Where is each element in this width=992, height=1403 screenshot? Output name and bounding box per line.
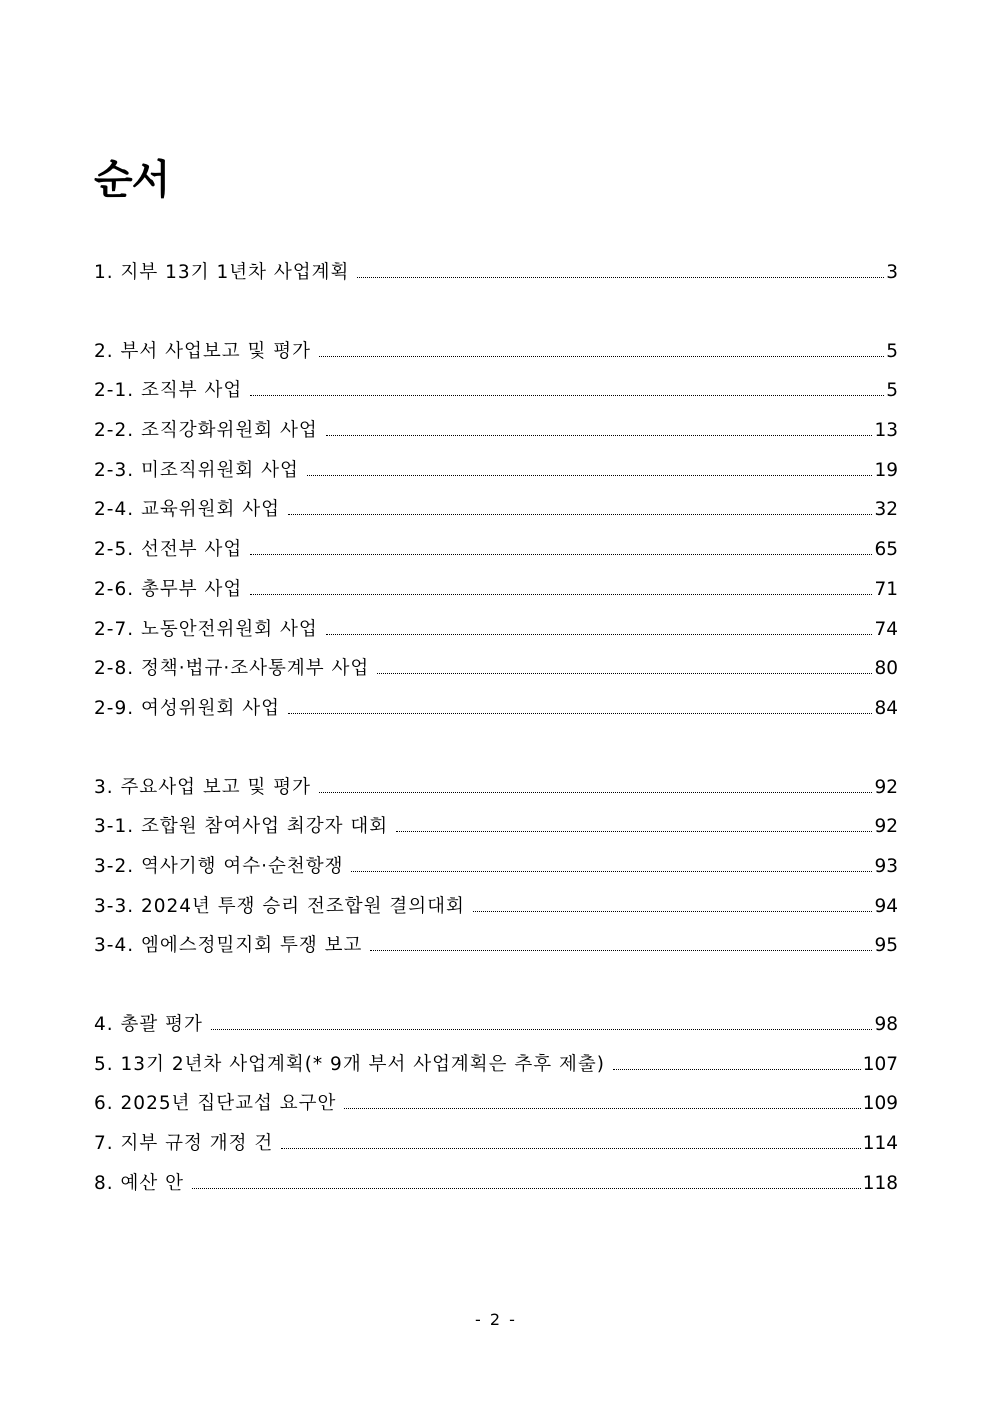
dot-leader: [326, 435, 873, 436]
toc-entry-label: 2-4. 교육위원회 사업: [94, 499, 280, 521]
dot-leader: [281, 1148, 860, 1149]
toc-entry-label: 2-8. 정책·법규·조사통계부 사업: [94, 658, 370, 680]
toc-entry-page: 94: [874, 895, 898, 917]
dot-leader: [396, 831, 872, 832]
toc-entry[interactable]: [94, 1129, 898, 1169]
toc-entry[interactable]: [94, 1050, 898, 1090]
toc-entry-label: 3-3. 2024년 투쟁 승리 전조합원 결의대회: [94, 895, 465, 917]
toc-entry[interactable]: [94, 495, 898, 535]
dot-leader: [211, 1029, 873, 1030]
toc-entry-page: 107: [862, 1053, 898, 1075]
dot-leader: [288, 514, 872, 515]
toc-entry-page: 19: [874, 459, 898, 481]
dot-leader: [613, 1069, 861, 1070]
toc-entry-label: 3-1. 조합원 참여사업 최강자 대회: [94, 816, 389, 838]
dot-leader: [307, 475, 873, 476]
toc-entry-page: 92: [874, 816, 898, 838]
toc-entry-label: 2-9. 여성위원회 사업: [94, 697, 280, 719]
toc-entry-page: 118: [862, 1172, 898, 1194]
dot-leader: [319, 356, 884, 357]
dot-leader: [326, 634, 873, 635]
toc-entry[interactable]: [94, 694, 898, 734]
toc-entry-page: 5: [886, 340, 898, 362]
table-of-contents: [94, 258, 898, 1247]
toc-group-1: [94, 258, 898, 298]
toc-entry-label: 4. 총괄 평가: [94, 1014, 203, 1035]
page-number: - 2 -: [475, 1310, 517, 1329]
toc-group-4: [94, 1010, 898, 1208]
toc-entry-page: 84: [874, 697, 898, 719]
toc-entry-page: 109: [862, 1093, 898, 1115]
toc-entry-page: 3: [886, 262, 898, 283]
toc-entry[interactable]: [94, 376, 898, 416]
toc-entry[interactable]: [94, 931, 898, 971]
toc-entry-label: 2-7. 노동안전위원회 사업: [94, 618, 318, 640]
toc-entry-label: 1. 지부 13기 1년차 사업계획: [94, 262, 350, 283]
dot-leader: [351, 871, 872, 872]
toc-entry-label: 3-2. 역사기행 여수·순천항쟁: [94, 855, 344, 877]
toc-entry[interactable]: [94, 575, 898, 615]
dot-leader: [250, 395, 884, 396]
toc-entry-page: 98: [874, 1014, 898, 1035]
dot-leader: [377, 673, 872, 674]
toc-entry-label: 3. 주요사업 보고 및 평가: [94, 776, 312, 798]
page-title: 순서: [94, 157, 170, 203]
toc-entry-page: 5: [886, 380, 898, 402]
toc-entry-label: 2. 부서 사업보고 및 평가: [94, 340, 312, 362]
toc-entry-page: 32: [874, 499, 898, 521]
dot-leader: [192, 1188, 861, 1189]
toc-entry[interactable]: [94, 773, 898, 813]
toc-entry-page: 114: [862, 1133, 898, 1155]
toc-entry-label: 2-1. 조직부 사업: [94, 380, 243, 402]
toc-entry-page: 65: [874, 539, 898, 561]
toc-entry-page: 80: [874, 658, 898, 680]
toc-entry-page: 74: [874, 618, 898, 640]
toc-entry-label: 2-3. 미조직위원회 사업: [94, 459, 299, 481]
toc-entry[interactable]: [94, 654, 898, 694]
toc-entry[interactable]: [94, 852, 898, 892]
dot-leader: [357, 277, 884, 278]
toc-entry-page: 92: [874, 776, 898, 798]
toc-entry-page: 13: [874, 420, 898, 442]
toc-entry-label: 6. 2025년 집단교섭 요구안: [94, 1093, 337, 1115]
dot-leader: [319, 792, 872, 793]
toc-entry[interactable]: [94, 615, 898, 655]
toc-entry[interactable]: [94, 892, 898, 932]
toc-entry[interactable]: [94, 258, 898, 298]
toc-group-2: [94, 337, 898, 734]
toc-entry-label: 5. 13기 2년차 사업계획(* 9개 부서 사업계획은 추후 제출): [94, 1053, 606, 1075]
dot-leader: [288, 713, 872, 714]
toc-group-3: [94, 773, 898, 971]
dot-leader: [344, 1108, 860, 1109]
dot-leader: [250, 554, 872, 555]
toc-entry[interactable]: [94, 1169, 898, 1209]
toc-entry-label: 2-6. 총무부 사업: [94, 578, 243, 600]
toc-entry-label: 7. 지부 규정 개정 건: [94, 1133, 274, 1155]
dot-leader: [370, 950, 872, 951]
toc-entry-page: 93: [874, 855, 898, 877]
toc-entry[interactable]: [94, 812, 898, 852]
toc-entry-label: 3-4. 엠에스정밀지회 투쟁 보고: [94, 935, 363, 957]
dot-leader: [473, 911, 873, 912]
toc-entry[interactable]: [94, 456, 898, 496]
toc-entry[interactable]: [94, 535, 898, 575]
toc-entry[interactable]: [94, 1010, 898, 1050]
toc-entry[interactable]: [94, 337, 898, 377]
toc-entry[interactable]: [94, 416, 898, 456]
toc-entry-label: 8. 예산 안: [94, 1172, 185, 1194]
toc-entry-label: 2-2. 조직강화위원회 사업: [94, 420, 318, 442]
toc-entry-page: 95: [874, 935, 898, 957]
toc-entry-label: 2-5. 선전부 사업: [94, 539, 243, 561]
toc-entry[interactable]: [94, 1089, 898, 1129]
dot-leader: [250, 594, 872, 595]
toc-entry-page: 71: [874, 578, 898, 600]
